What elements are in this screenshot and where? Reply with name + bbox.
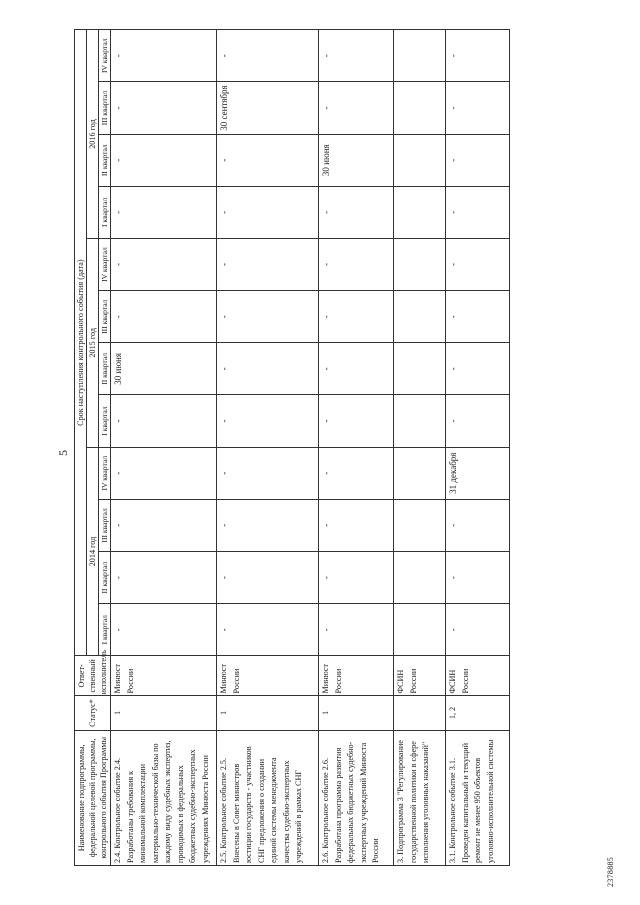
row-responsible: Минюст России xyxy=(319,656,394,696)
row-mark: - xyxy=(217,395,319,447)
header-quarter: I квартал xyxy=(99,186,111,238)
row-responsible: ФСИН России xyxy=(394,656,446,696)
row-mark: - xyxy=(319,604,394,656)
table-row xyxy=(446,30,510,866)
row-mark: - xyxy=(217,499,319,551)
row-mark: - xyxy=(111,238,217,290)
row-mark xyxy=(394,395,446,447)
row-mark: - xyxy=(446,343,510,395)
row-status: 1 xyxy=(319,696,394,730)
row-mark: - xyxy=(319,447,394,499)
row-mark: - xyxy=(319,395,394,447)
row-mark: - xyxy=(446,604,510,656)
row-mark: 31 декабря xyxy=(446,447,510,499)
row-mark: - xyxy=(319,186,394,238)
row-mark: - xyxy=(446,499,510,551)
row-name: 3.1. Контрольное событие 3.1. Проведен капитальный и текущий ремонт не менее 950 объектов уголовно-исполнительной системы xyxy=(446,730,510,865)
row-mark: - xyxy=(111,604,217,656)
row-mark: - xyxy=(217,447,319,499)
row-mark: - xyxy=(319,82,394,134)
row-mark: - xyxy=(111,447,217,499)
row-mark: - xyxy=(111,186,217,238)
row-mark: - xyxy=(217,343,319,395)
header-quarter: I квартал xyxy=(99,395,111,447)
row-mark xyxy=(394,30,446,82)
row-mark: - xyxy=(446,551,510,603)
row-responsible: Минюст России xyxy=(217,656,319,696)
row-mark: - xyxy=(319,30,394,82)
row-mark: - xyxy=(446,134,510,186)
header-quarter: IV квартал xyxy=(99,238,111,290)
row-mark: - xyxy=(446,238,510,290)
row-responsible: ФСИН России xyxy=(446,656,510,696)
row-status: 1 xyxy=(111,696,217,730)
row-responsible: Минюст России xyxy=(111,656,217,696)
row-mark xyxy=(394,551,446,603)
header-year: 2016 год xyxy=(87,30,99,239)
row-mark: - xyxy=(446,395,510,447)
row-name: 3. Подпрограмма 3 "Регулирование государственной политики в сфере исполнения уголовных наказаний" xyxy=(394,730,446,865)
row-mark: - xyxy=(111,134,217,186)
row-status: 1, 2 xyxy=(446,696,510,730)
header-responsible: Ответ-ственный исполнитель xyxy=(75,656,111,696)
document-id: 2378885 xyxy=(606,856,615,887)
header-name: Наименование подпрограммы, федеральной целевой программы, контрольного события Программы xyxy=(75,730,111,865)
row-mark: - xyxy=(217,238,319,290)
table-row xyxy=(111,30,217,866)
row-mark xyxy=(394,186,446,238)
header-quarter: II квартал xyxy=(99,551,111,603)
row-mark xyxy=(394,82,446,134)
header-deadline: Срок наступления контрольного события (дата) xyxy=(75,30,87,656)
control-events-table xyxy=(74,29,510,866)
row-mark: - xyxy=(111,551,217,603)
row-mark: - xyxy=(319,291,394,343)
row-mark: - xyxy=(111,30,217,82)
row-mark xyxy=(394,499,446,551)
row-mark: - xyxy=(217,134,319,186)
header-quarter: III квартал xyxy=(99,499,111,551)
row-mark: 30 июня xyxy=(319,134,394,186)
row-mark xyxy=(394,447,446,499)
row-mark: - xyxy=(446,291,510,343)
row-mark: - xyxy=(319,499,394,551)
row-mark: - xyxy=(111,395,217,447)
row-mark: - xyxy=(217,604,319,656)
row-mark: - xyxy=(111,82,217,134)
row-mark: - xyxy=(217,30,319,82)
row-mark: - xyxy=(217,186,319,238)
row-mark: - xyxy=(217,291,319,343)
header-year: 2014 год xyxy=(87,447,99,656)
table-row xyxy=(217,30,319,866)
row-mark xyxy=(394,291,446,343)
page-number: 5 xyxy=(56,450,70,456)
row-mark: - xyxy=(319,343,394,395)
row-name: 2.4. Контрольное событие 2.4. Разработаны требования к минимальной комплектации материально-технической базы по каждому виду судебных экспертиз, проводимых в федеральных бюджетных судебно-экспертных учреждениях Минюста России xyxy=(111,730,217,865)
table-row xyxy=(319,30,394,866)
header-quarter: I квартал xyxy=(99,604,111,656)
header-status: Статус* xyxy=(75,696,111,730)
header-quarter: II квартал xyxy=(99,343,111,395)
header-quarter: IV квартал xyxy=(99,447,111,499)
row-mark xyxy=(394,238,446,290)
row-status: 1 xyxy=(217,696,319,730)
row-mark: 30 сентября xyxy=(217,82,319,134)
row-mark: - xyxy=(319,551,394,603)
row-status xyxy=(394,696,446,730)
row-mark: - xyxy=(111,499,217,551)
header-year: 2015 год xyxy=(87,238,99,447)
header-quarter: II квартал xyxy=(99,134,111,186)
row-mark: 30 июня xyxy=(111,343,217,395)
row-mark: - xyxy=(319,238,394,290)
header-quarter: III квартал xyxy=(99,291,111,343)
row-mark: - xyxy=(217,551,319,603)
row-mark: - xyxy=(446,82,510,134)
row-name: 2.6. Контрольное событие 2.6. Разработана программа развития федеральных бюджетных судебно-экспертных учреждений Минюста России xyxy=(319,730,394,865)
header-quarter: IV квартал xyxy=(99,30,111,82)
row-mark xyxy=(394,134,446,186)
row-mark: - xyxy=(446,186,510,238)
row-mark: - xyxy=(111,291,217,343)
row-mark: - xyxy=(446,30,510,82)
row-name: 2.5. Контрольное событие 2.5. Внесены в Совет министров юстиции государств - участников СНГ предложения о создании единой системы менеджмента качества судебно-экспертных учреждений в рамках СНГ xyxy=(217,730,319,865)
header-quarter: III квартал xyxy=(99,82,111,134)
table-row xyxy=(394,30,446,866)
row-mark xyxy=(394,604,446,656)
row-mark xyxy=(394,343,446,395)
